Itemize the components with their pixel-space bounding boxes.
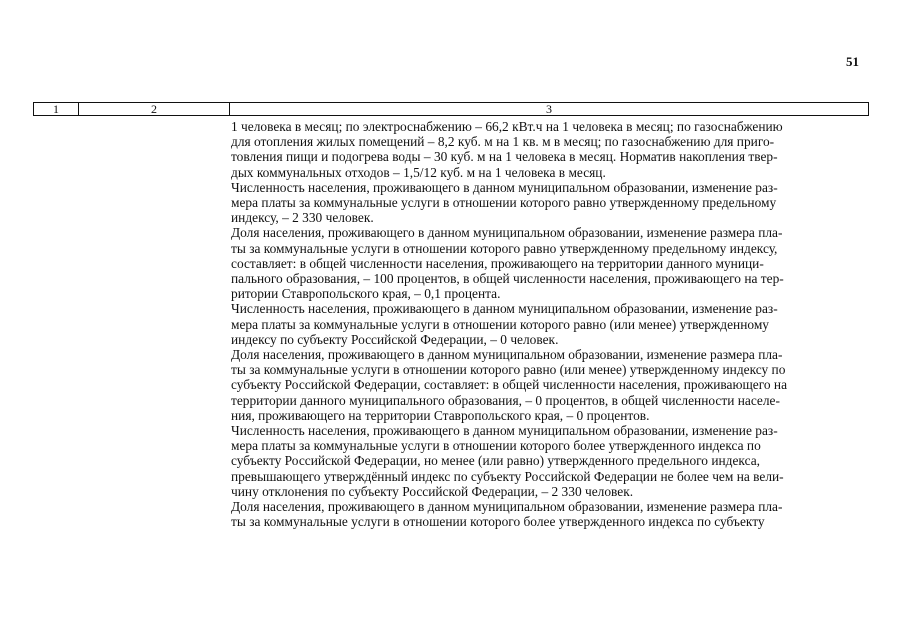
paragraph-7 bbox=[231, 499, 867, 529]
text-line: дых коммунальных отходов – 1,5/12 куб. м на 1 человека в месяц. bbox=[231, 164, 606, 180]
text-line: 1 человека в месяц; по электроснабжению – 66,2 кВт.ч на 1 человека в месяц; по газоснабжению bbox=[231, 119, 783, 134]
paragraph-2 bbox=[231, 180, 867, 226]
document-body bbox=[231, 119, 867, 529]
text-line: ты за коммунальные услуги в отношении которого равно утвержденному предельному индексу, bbox=[231, 240, 778, 256]
page-number: 51 bbox=[846, 54, 859, 69]
text-line: Доля населения, проживающего в данном муниципальном образовании, изменение размера пла- bbox=[231, 347, 783, 363]
paragraph-3 bbox=[231, 225, 867, 301]
text-line: мера платы за коммунальные услуги в отношении которого более утвержденного индекса по bbox=[231, 438, 761, 454]
text-line: субъекту Российской Федерации, но менее (или равно) утвержденного предельного индекса, bbox=[231, 453, 760, 469]
paragraph-5 bbox=[231, 347, 867, 423]
text-line: ты за коммунальные услуги в отношении которого более утвержденного индекса по субъекту bbox=[231, 514, 765, 530]
paragraph-1 bbox=[231, 119, 867, 180]
paragraph-6 bbox=[231, 423, 867, 499]
text-line: чину отклонения по субъекту Российской Федерации, – 2 330 человек. bbox=[231, 483, 634, 499]
text-line: Численность населения, проживающего в данном муниципальном образовании, изменение раз- bbox=[231, 301, 778, 317]
table-header-col1: 1 bbox=[34, 103, 79, 115]
table-header-col3: 3 bbox=[546, 102, 552, 116]
text-line: территории данного муниципального образования, – 0 процентов, в общей численности населе- bbox=[231, 392, 780, 408]
text-line: ритории Ставропольского края, – 0,1 процента. bbox=[231, 286, 501, 302]
text-line: индексу по субъекту Российской Федерации, – 0 человек. bbox=[231, 331, 559, 347]
text-line: Численность населения, проживающего в данном муниципальном образовании, изменение раз- bbox=[231, 179, 778, 195]
text-line: товления пищи и подогрева воды – 30 куб. м на 1 человека в месяц. Норматив накопления твер- bbox=[231, 149, 778, 165]
text-line: Численность населения, проживающего в данном муниципальном образовании, изменение раз- bbox=[231, 423, 778, 439]
text-line: индексу, – 2 330 человек. bbox=[231, 210, 374, 226]
text-line: субъекту Российской Федерации, составляет: в общей численности населения, проживающего на bbox=[231, 377, 788, 393]
text-line: мера платы за коммунальные услуги в отношении которого равно утвержденному предельному bbox=[231, 195, 777, 211]
table-header-col2: 2 bbox=[79, 103, 230, 115]
text-line: для отопления жилых помещений – 8,2 куб. м на 1 кв. м в месяц; по газоснабжению для приго- bbox=[231, 134, 775, 150]
text-line: составляет: в общей численности населения, проживающего на территории данного муници- bbox=[231, 255, 764, 271]
text-line: ния, проживающего на территории Ставропольского края, – 0 процентов. bbox=[231, 407, 650, 423]
paragraph-4 bbox=[231, 301, 867, 347]
text-line: ты за коммунальные услуги в отношении которого равно (или менее) утвержденному индексу по bbox=[231, 362, 786, 378]
text-line: превышающего утверждённый индекс по субъекту Российской Федерации не более чем на вели- bbox=[231, 468, 784, 484]
table-header-row bbox=[33, 102, 869, 116]
text-line: мера платы за коммунальные услуги в отношении которого равно (или менее) утвержденному bbox=[231, 316, 769, 332]
text-line: Доля населения, проживающего в данном муниципальном образовании, изменение размера пла- bbox=[231, 225, 783, 241]
text-line: Доля населения, проживающего в данном муниципальном образовании, изменение размера пла- bbox=[231, 499, 783, 515]
text-line: пального образования, – 100 процентов, в общей численности населения, проживающего на тер- bbox=[231, 271, 784, 287]
